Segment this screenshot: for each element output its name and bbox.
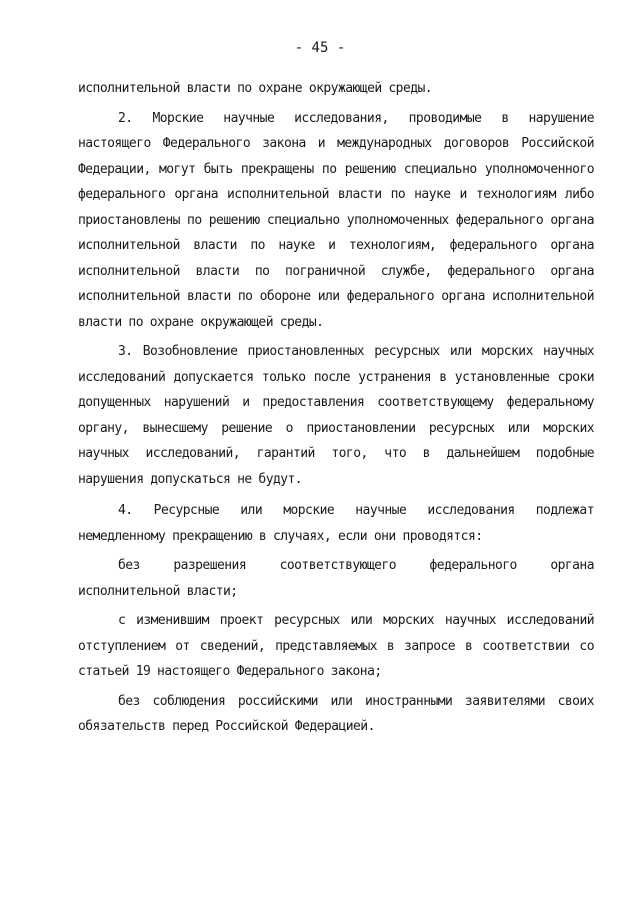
page-number: - 45 - xyxy=(294,40,346,56)
paragraph-item-2: 2. Морские научные исследования, проводимые в нарушение настоящего Федерального закона и международных договоров Российской Федерации, могут быть прекращены по решению специально уполномоченного федерального органа исполнительной власти по науке и технологиям либо приостановлены по решению специально уполномоченных федерального органа исполнительной власти по науке и технологиям, федерального органа исполнительной власти по пограничной службе, федерального органа исполнительной власти по обороне или федерального органа исполнительной власти по охране окружающей среды. xyxy=(78,110,594,330)
paragraph-continuation: исполнительной власти по охране окружающей среды. xyxy=(78,81,433,96)
paragraph-item-3: 3. Возобновление приостановленных ресурсных или морских научных исследований допускается только после устранения в установленные сроки допущенных нарушений и предоставления соответствующему федеральному органу, вынесшему решение о приостановлении ресурсных или морских научных исследований, гарантий того, что в дальнейшем подобные нарушения допускаться не будут. xyxy=(78,344,594,487)
paragraph-case-no-permit: без разрешения соответствующего федерального органа исполнительной власти; xyxy=(78,558,594,599)
paragraph-case-obligations: без соблюдения российскими или иностранными заявителями своих обязательств перед Российской Федерацией. xyxy=(78,693,594,734)
document-body xyxy=(78,76,594,740)
paragraph-case-deviation: с изменившим проект ресурсных или морских научных исследований отступлением от сведений, представляемых в запросе в соответствии со статьей 19 настоящего Федерального закона; xyxy=(78,613,594,679)
paragraph-item-4: 4. Ресурсные или морские научные исследования подлежат немедленному прекращению в случаях, если они проводятся: xyxy=(78,503,594,544)
